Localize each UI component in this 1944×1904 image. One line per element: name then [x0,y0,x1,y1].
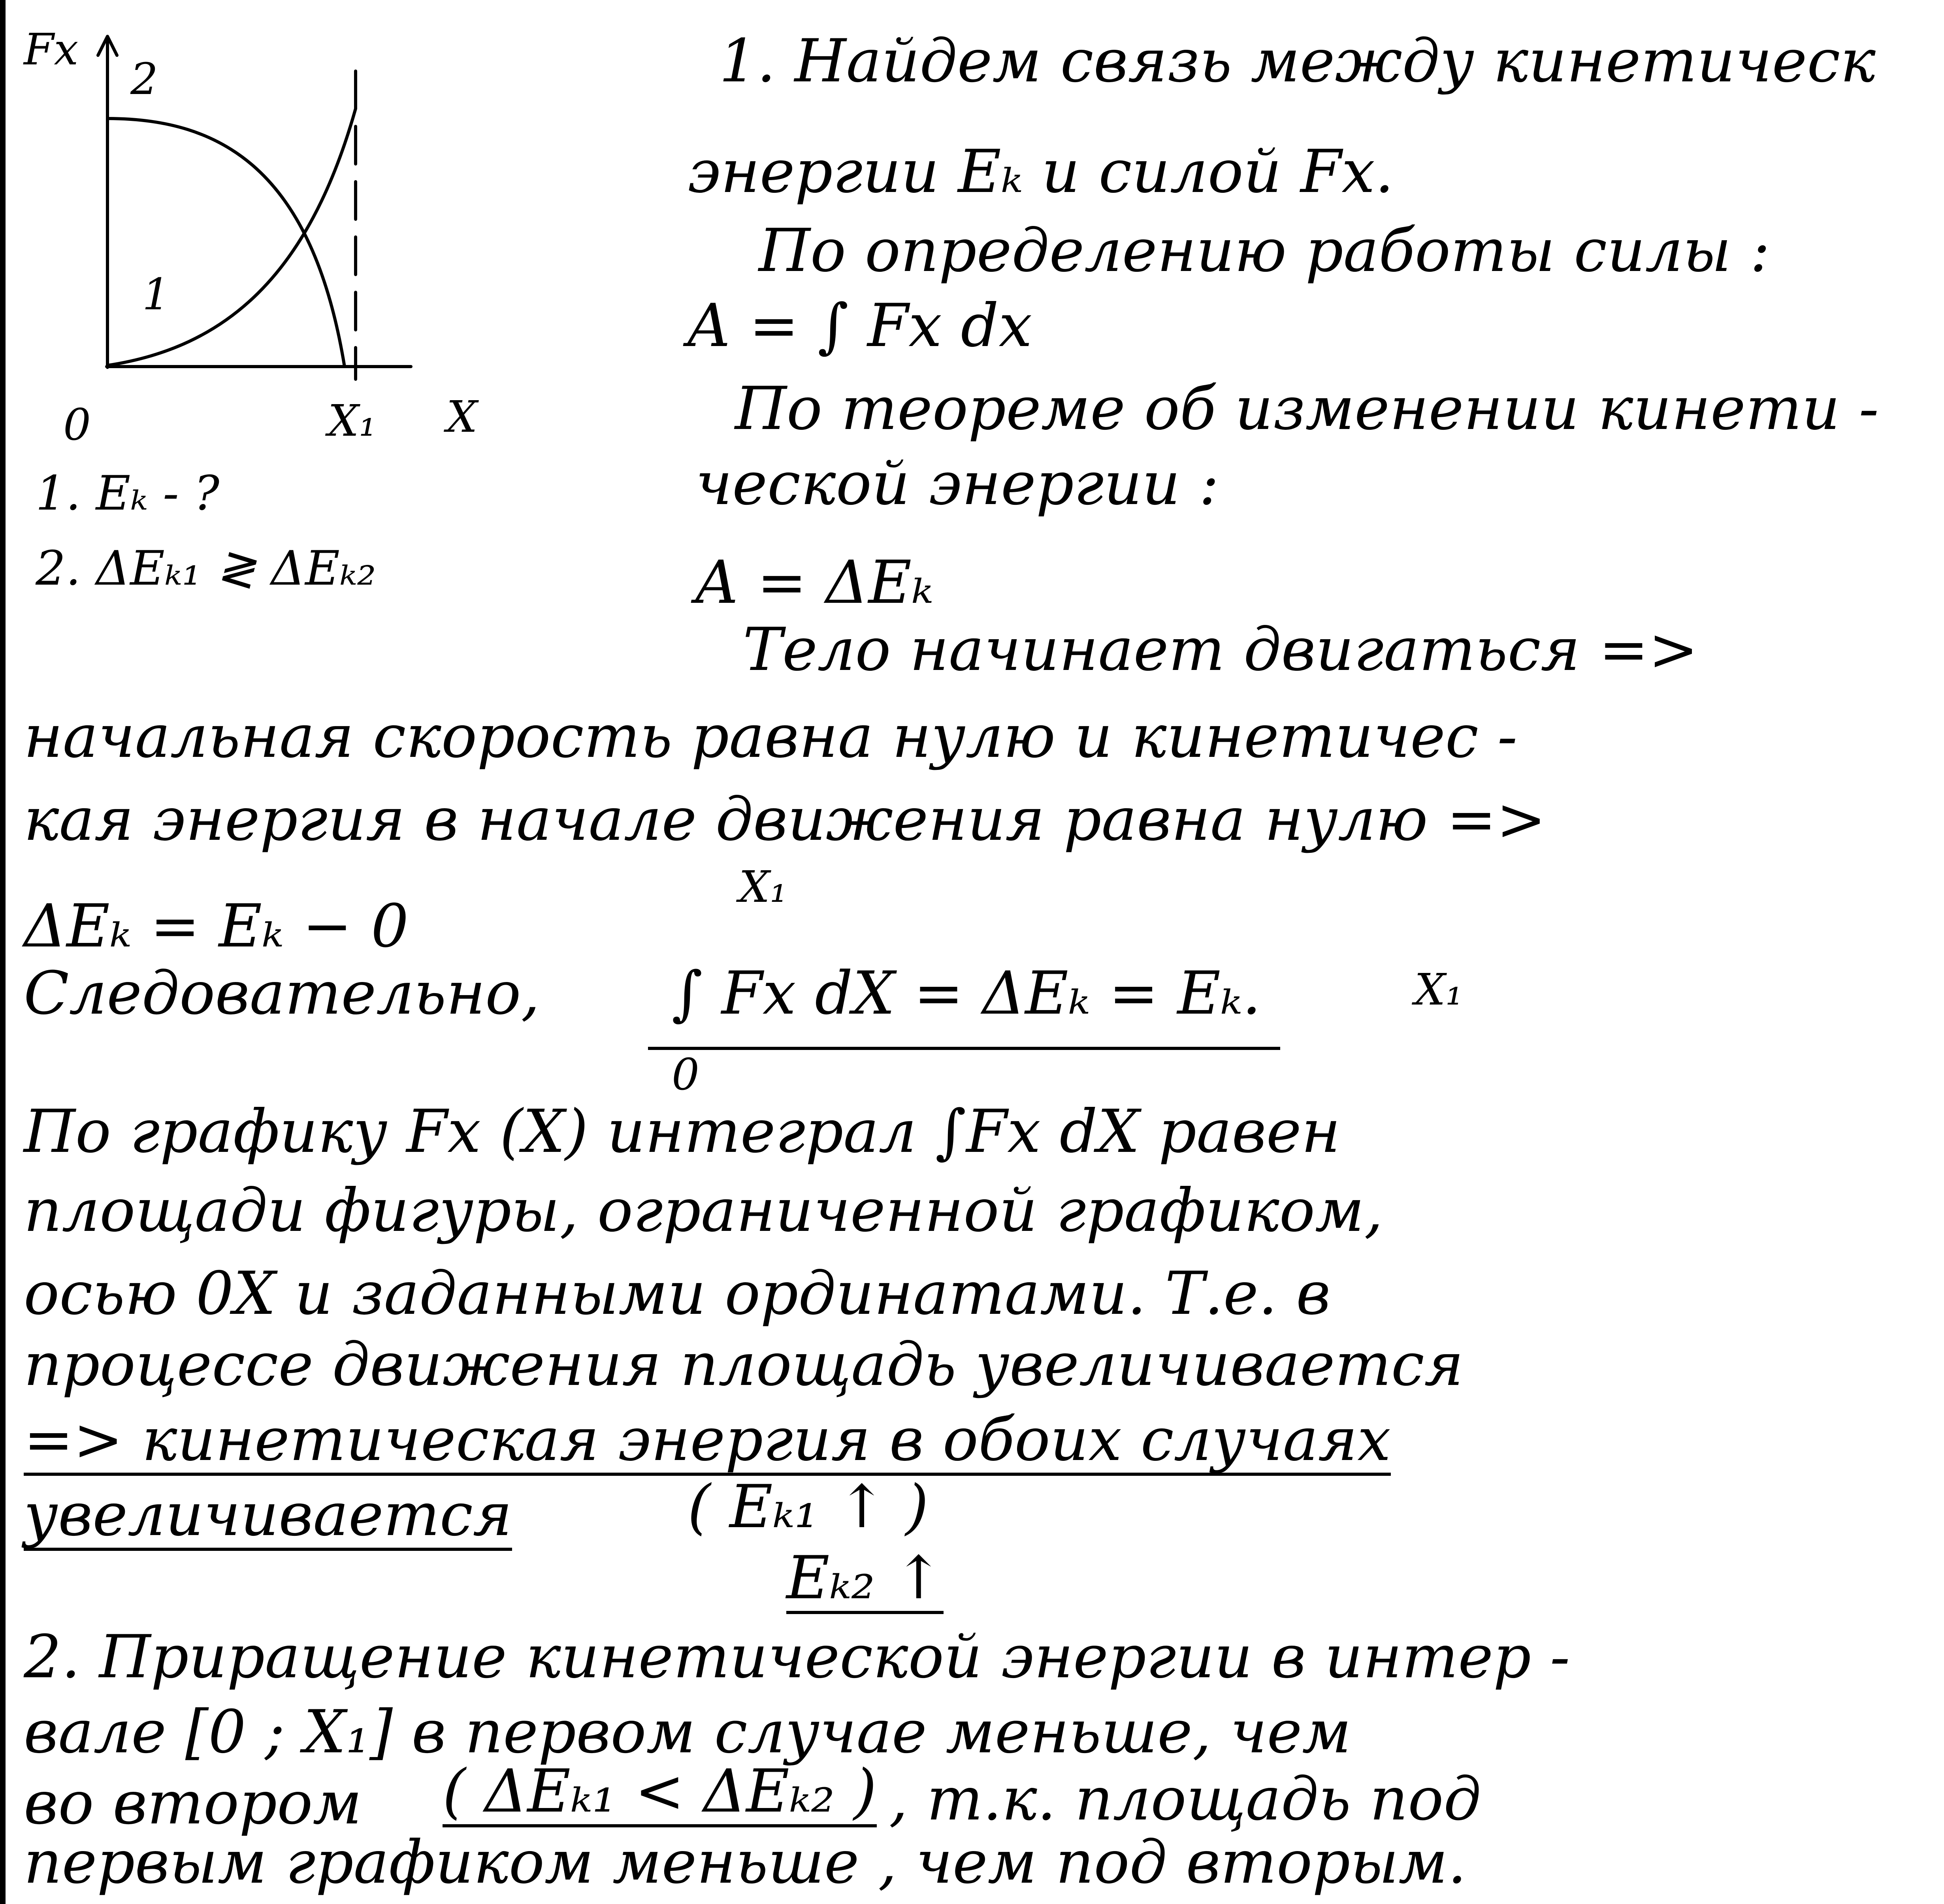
line-18-result: ( Eₖ₁ ↑ ) [688,1473,929,1541]
line-3: По определению работы силы : [759,216,1770,285]
line-10: кая энергия в начале движения равна нулю => [24,785,1546,854]
curve-1 [107,109,356,365]
integral-upper-limit: X₁ [739,862,787,912]
line-22-lead: во втором [24,1769,362,1838]
line-16: процессе движения площадь увеличивается [24,1330,1464,1399]
line-22-tail: , т.к. площадь под [889,1765,1481,1834]
x1-label: X₁ [328,395,377,446]
x-axis-label: X [446,391,478,442]
curve-2-label: 2 [130,54,158,104]
line-14: площади фигуры, ограниченной графиком, [24,1176,1383,1245]
line-8: Тело начинает двигаться => [743,615,1698,684]
line-11: ΔEₖ = Eₖ − 0 [24,892,409,961]
line-20: 2. Приращение кинетической энергии в интер - [24,1623,1570,1691]
curve-1-label: 1 [142,269,170,320]
line-19-result: Eₖ₂ ↑ [786,1548,944,1614]
origin-label: 0 [63,399,91,450]
line-23: первым графиком меньше , чем под вторым. [24,1828,1467,1897]
question-2: 2. ΔEₖ₁ ≷ ΔEₖ₂ [36,541,376,596]
line-18-conclusion: увеличивается [24,1485,512,1551]
line-22-comparison: ( ΔEₖ₁ < ΔEₖ₂ ) [443,1762,877,1827]
line-21: вале [0 ; X₁] в первом случае меньше, чем [24,1698,1351,1767]
line-12-lead: Следовательно, [24,959,540,1028]
y-axis-label: Fx [24,24,79,75]
line-4: A = ∫ Fx dx [688,292,1032,360]
line-2: энергии Eₖ и силой Fx. [688,137,1394,206]
line-5: По теореме об изменении кинети - [735,374,1879,443]
line-6: ческой энергии : [695,450,1219,518]
curve-2 [107,119,345,367]
line-17-conclusion: => кинетическая энергия в обоих случаях [24,1410,1391,1476]
line-9: начальная скорость равна нулю и кинетичес - [24,702,1518,771]
integral-lower-limit: 0 [672,1049,699,1100]
line-12-formula: ∫ Fx dX = ΔEₖ = Eₖ. [672,959,1261,1028]
line-1: 1. Найдем связь между кинетическ [719,27,1876,96]
line-13: По графику Fx (X) интеграл ∫Fx dX равен [24,1097,1341,1166]
formula-overline [648,1047,1280,1050]
question-1: 1. Eₖ - ? [36,466,220,521]
line-7: A = ΔEₖ [695,548,933,617]
force-graph [0,0,494,494]
integral-2-upper-limit: X₁ [1415,964,1463,1015]
line-15: осью 0X и заданными ординатами. Т.е. в [24,1259,1331,1328]
